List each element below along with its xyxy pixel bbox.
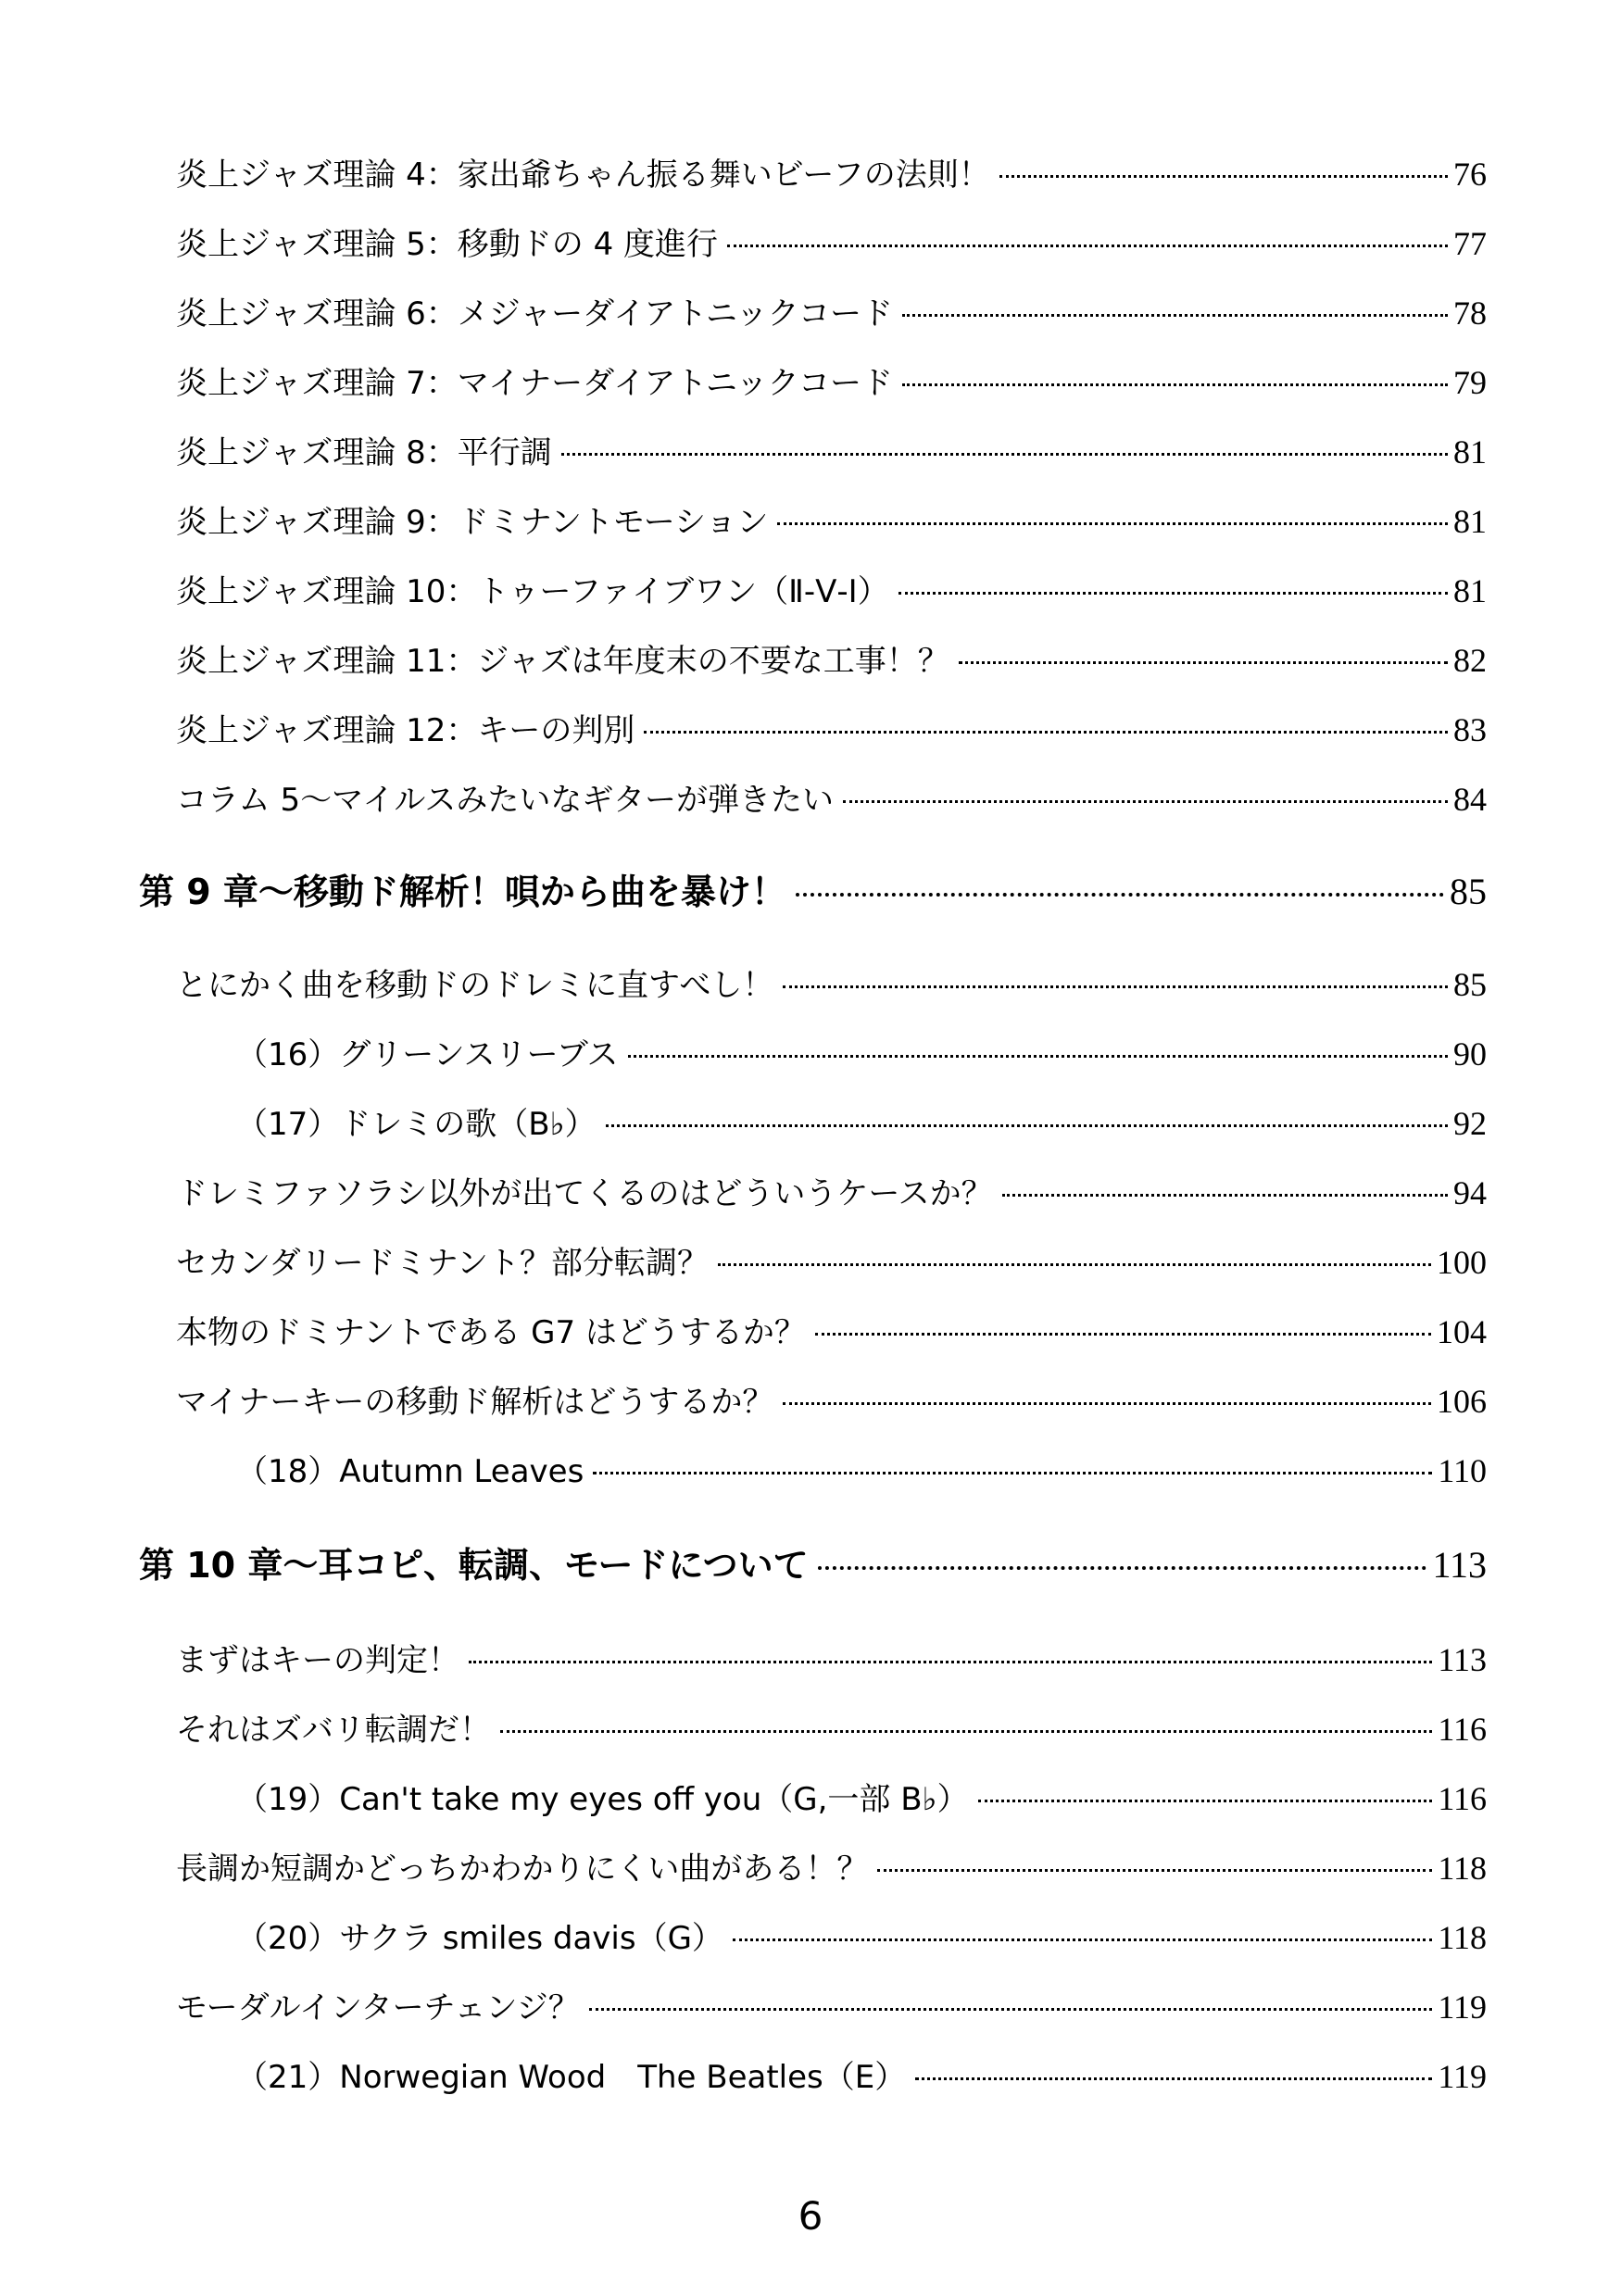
dot-leader (783, 985, 1448, 988)
dot-leader (815, 1332, 1431, 1336)
toc-entry[interactable] (176, 1989, 1487, 2026)
dot-leader (727, 244, 1448, 247)
toc-entry-title: 炎上ジャズ理論 4：家出爺ちゃん振る舞いビーフの法則！ (176, 157, 990, 194)
dot-leader (877, 1868, 1432, 1872)
toc-entry-title: マイナーキーの移動ド解析はどうするか？ (176, 1384, 774, 1421)
toc-entry-title: それはズバリ転調だ！ (176, 1712, 491, 1749)
toc-entry-title: まずはキーの判定！ (176, 1642, 459, 1679)
chapter-title: 第 9 章～移動ド解析！唄から曲を暴け！ (139, 872, 786, 912)
toc-entry-title: ドレミファソラシ以外が出てくるのはどういうケースか？ (176, 1175, 993, 1212)
dot-leader (818, 1565, 1427, 1570)
toc-entry-title: （19）Can't take my eyes off you（G,一部 B♭） (236, 1781, 969, 1818)
dot-leader (628, 1054, 1448, 1058)
toc-entry-page: 83 (1453, 711, 1487, 748)
toc-entry-page: 100 (1437, 1244, 1487, 1281)
toc-entry[interactable] (176, 642, 1487, 680)
dot-leader (959, 660, 1448, 664)
dot-leader (1002, 1193, 1448, 1197)
toc-entry-title: 長調か短調かどっちかわかりにくい曲がある！？ (176, 1851, 869, 1888)
toc-entry-title: 炎上ジャズ理論 8：平行調 (176, 434, 552, 471)
toc-entry-page: 106 (1437, 1383, 1487, 1420)
toc-entry[interactable] (176, 1244, 1487, 1282)
dot-leader (902, 313, 1448, 317)
toc-chapter-heading[interactable] (139, 873, 1487, 910)
toc-entry-title: 炎上ジャズ理論 11：ジャズは年度末の不要な工事！？ (176, 643, 949, 680)
dot-leader (593, 1471, 1432, 1474)
page-number: 6 (798, 2193, 823, 2239)
toc-entry-page: 85 (1453, 966, 1487, 1003)
toc-entry-page: 81 (1453, 503, 1487, 540)
dot-leader (589, 2007, 1433, 2011)
dot-leader (843, 799, 1448, 803)
dot-leader (777, 521, 1448, 525)
dot-leader (500, 1729, 1432, 1733)
toc-entry-page: 113 (1438, 1641, 1487, 1678)
toc-entry[interactable] (176, 364, 1487, 402)
chapter-page: 85 (1450, 871, 1487, 912)
toc-entry-page: 79 (1453, 364, 1487, 401)
toc-entry-title: （21）Norwegian Wood The Beatles（E） (236, 2059, 907, 2096)
toc-entry[interactable] (176, 1313, 1487, 1351)
toc-entry-title: モーダルインターチェンジ？ (176, 1989, 580, 2026)
dot-leader (733, 1938, 1432, 1941)
toc-entry[interactable] (176, 1850, 1487, 1888)
toc-entry-page: 104 (1437, 1313, 1487, 1350)
toc-entry[interactable] (176, 781, 1487, 819)
toc-entry-page: 110 (1438, 1452, 1487, 1489)
dot-leader (915, 2076, 1432, 2080)
toc-entry-title: 炎上ジャズ理論 6：メジャーダイアトニックコード (176, 295, 893, 332)
toc-entry[interactable] (176, 1641, 1487, 1679)
toc-subentry[interactable] (236, 1105, 1487, 1143)
toc-entry-page: 94 (1453, 1174, 1487, 1211)
toc-entry-page: 76 (1453, 156, 1487, 193)
toc-entry[interactable] (176, 1383, 1487, 1421)
toc-entry-title: 炎上ジャズ理論 7：マイナーダイアトニックコード (176, 365, 893, 402)
toc-entry-title: （16）グリーンスリーブス (236, 1036, 619, 1073)
dot-leader (796, 892, 1444, 897)
toc-entry-title: （20）サクラ smiles davis（G） (236, 1920, 723, 1957)
toc-entry-title: 炎上ジャズ理論 10：トゥーファイブワン（Ⅱ-Ⅴ-Ⅰ） (176, 573, 889, 610)
toc-entry-page: 116 (1438, 1780, 1487, 1817)
toc-entry-title: セカンダリードミナント？部分転調？ (176, 1245, 709, 1282)
dot-leader (902, 383, 1448, 386)
toc-entry[interactable] (176, 225, 1487, 263)
toc-subentry[interactable] (236, 1035, 1487, 1073)
toc-entry-page: 81 (1453, 433, 1487, 470)
dot-leader (644, 730, 1448, 734)
chapter-page: 113 (1432, 1544, 1487, 1586)
toc-chapter-heading[interactable] (139, 1544, 1487, 1586)
toc-subentry[interactable] (236, 1919, 1487, 1957)
toc-entry-page: 81 (1453, 572, 1487, 609)
toc-subentry[interactable] (236, 2058, 1487, 2096)
toc-entry-title: 炎上ジャズ理論 9：ドミナントモーション (176, 504, 769, 541)
chapter-title: 第 10 章～耳コピ、転調、モードについて (139, 1545, 809, 1586)
toc-entry-page: 78 (1453, 295, 1487, 332)
dot-leader (718, 1262, 1431, 1266)
toc-entry-title: 炎上ジャズ理論 5：移動ドの 4 度進行 (176, 226, 719, 263)
toc-entry[interactable] (176, 711, 1487, 749)
toc-entry[interactable] (176, 295, 1487, 332)
toc-entry-page: 116 (1438, 1711, 1487, 1748)
toc-entry-title: （18）Autumn Leaves (236, 1453, 584, 1490)
dot-leader (783, 1401, 1431, 1405)
toc-entry[interactable] (176, 433, 1487, 471)
toc-entry[interactable] (176, 572, 1487, 610)
toc-entry[interactable] (176, 503, 1487, 541)
toc-entry-title: 炎上ジャズ理論 12：キーの判別 (176, 712, 635, 749)
dot-leader (898, 591, 1448, 595)
toc-entry-page: 90 (1453, 1035, 1487, 1073)
dot-leader (999, 174, 1448, 178)
toc-entry-title: コラム 5～マイルスみたいなギターが弾きたい (176, 782, 835, 819)
toc-entry-page: 77 (1453, 225, 1487, 262)
toc-entry-title: 本物のドミナントである G7 はどうするか？ (176, 1314, 806, 1351)
toc-subentry[interactable] (236, 1452, 1487, 1490)
toc-entry[interactable] (176, 156, 1487, 194)
toc-entry-title: （17）ドレミの歌（B♭） (236, 1106, 597, 1143)
toc-subentry[interactable] (236, 1780, 1487, 1818)
dot-leader (978, 1799, 1433, 1802)
dot-leader (469, 1660, 1432, 1663)
toc-entry-page: 82 (1453, 642, 1487, 679)
toc-entry-page: 84 (1453, 781, 1487, 818)
toc-entry[interactable] (176, 966, 1487, 1004)
dot-leader (561, 452, 1448, 456)
toc-entry-page: 119 (1438, 1989, 1487, 2026)
toc-entry[interactable] (176, 1711, 1487, 1749)
dot-leader (606, 1123, 1448, 1127)
toc-entry[interactable] (176, 1174, 1487, 1212)
toc-entry-page: 118 (1438, 1850, 1487, 1887)
toc-entry-page: 118 (1438, 1919, 1487, 1956)
toc-entry-title: とにかく曲を移動ドのドレミに直すべし！ (176, 967, 774, 1004)
toc-entry-page: 92 (1453, 1105, 1487, 1142)
toc-entry-page: 119 (1438, 2058, 1487, 2095)
